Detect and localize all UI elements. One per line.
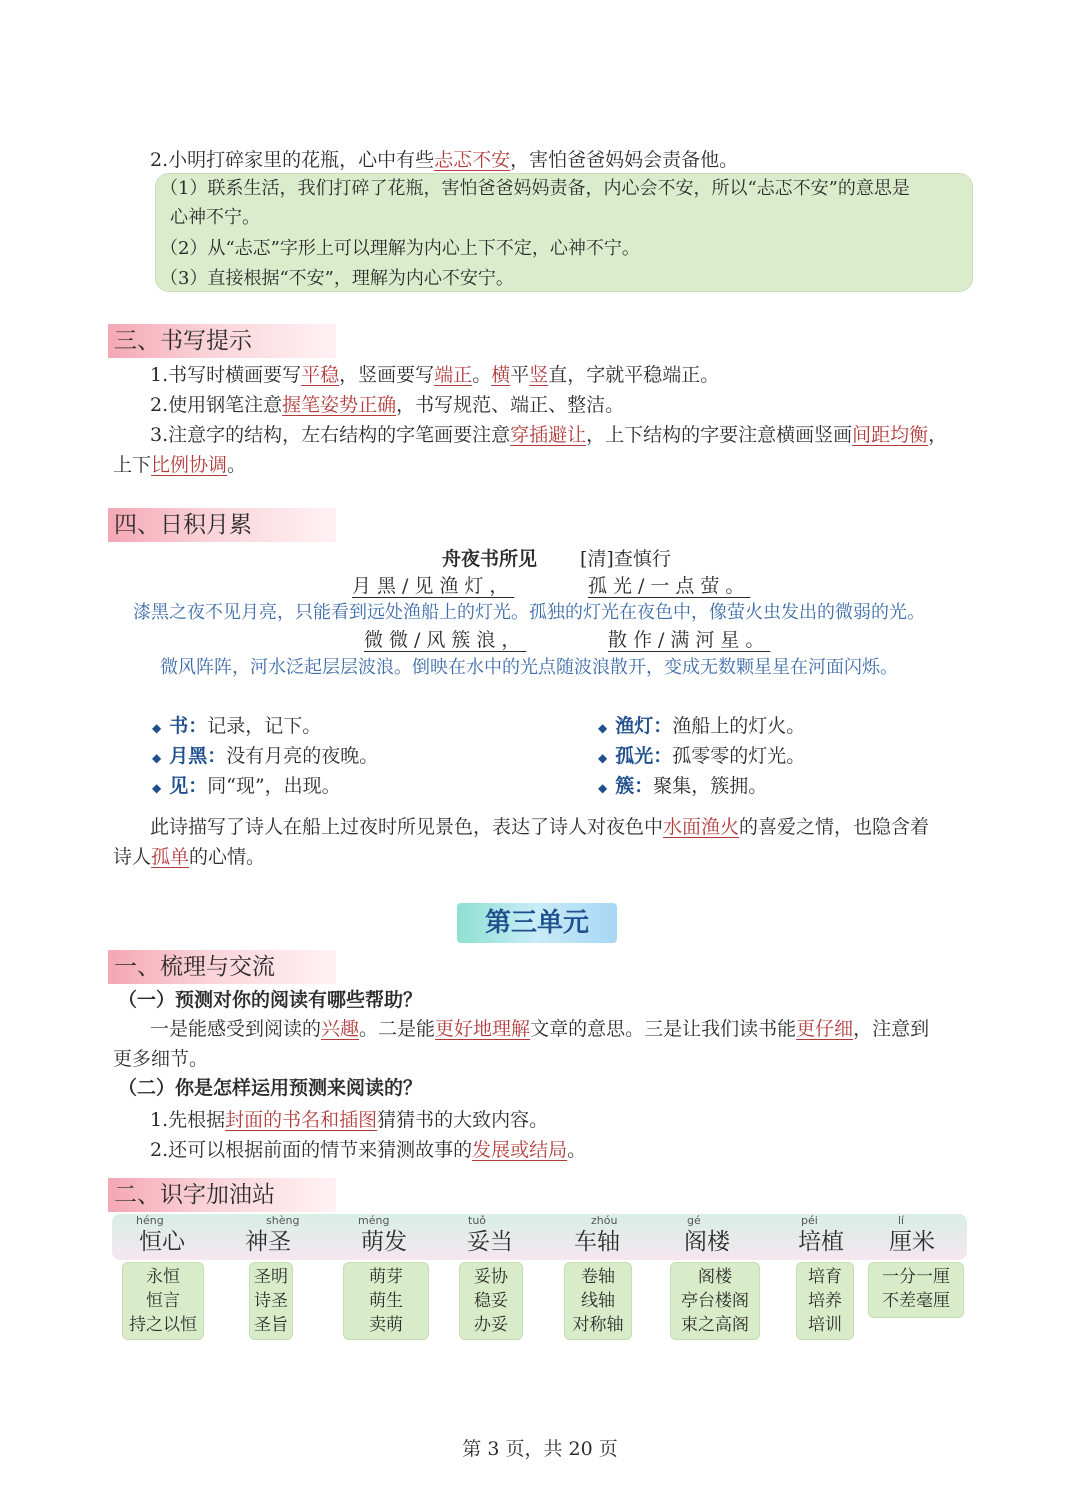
word-chip: tuǒ 妥当 <box>467 1214 513 1255</box>
related-words: 妥协 稳妥 办妥 <box>459 1262 523 1340</box>
word-chip: shèng 神圣 <box>245 1214 300 1255</box>
unit-title: 第三单元 <box>457 903 617 943</box>
poem-line-2a: 微微/风簇浪， <box>364 629 527 651</box>
answer-1-cont: 更多细节。 <box>113 1048 209 1070</box>
answer-2-1: 1.先根据封面的书名和插图猜猜书的大致内容。 <box>150 1109 549 1131</box>
gloss-item: ◆ 渔灯：渔船上的灯火。 <box>598 715 806 737</box>
note-1: （1）联系生活，我们打碎了花瓶，害怕爸爸妈妈责备，内心会不安，所以“忐忑不安”的意思是 <box>160 178 910 199</box>
diamond-bullet-icon: ◆ <box>152 751 162 765</box>
word-chip: héng 恒心 <box>136 1214 185 1255</box>
writing-tip-3-cont: 上下比例协调。 <box>113 454 247 476</box>
note-1-cont: 心神不宁。 <box>170 207 260 228</box>
poem-line-1a: 月黑/见渔灯， <box>352 575 515 597</box>
related-words: 永恒 恒言 持之以恒 <box>122 1262 204 1340</box>
writing-tip-2: 2.使用钢笔注意握笔姿势正确，书写规范、端正、整洁。 <box>150 394 625 416</box>
related-words: 培育 培养 培训 <box>796 1262 854 1340</box>
writing-tip-1: 1.书写时横画要写平稳，竖画要写端正。横平竖直，字就平稳端正。 <box>150 364 720 386</box>
item-2: 2.小明打碎家里的花瓶，心中有些忐忑不安，害怕爸爸妈妈会责备他。 <box>150 149 739 171</box>
word-chip: méng 萌发 <box>358 1214 407 1255</box>
poem-title: 舟夜书所见 <box>442 548 538 570</box>
diamond-bullet-icon: ◆ <box>598 721 608 735</box>
poem-line-2b: 散作/满河星。 <box>608 629 771 651</box>
diamond-bullet-icon: ◆ <box>598 781 608 795</box>
diamond-bullet-icon: ◆ <box>598 751 608 765</box>
page-footer: 第 3 页，共 20 页 <box>462 1438 618 1460</box>
section-literacy-title: 二、识字加油站 <box>108 1178 336 1212</box>
poem-summary-cont: 诗人孤单的心情。 <box>113 846 266 868</box>
word-chip: zhóu 车轴 <box>574 1214 620 1255</box>
section-writing-tips-title: 三、书写提示 <box>108 324 336 358</box>
word-chip: gé 阁楼 <box>684 1214 730 1255</box>
poem-author: [清]查慎行 <box>580 548 671 570</box>
gloss-item: ◆ 书：记录，记下。 <box>152 715 322 737</box>
related-words: 卷轴 线轴 对称轴 <box>564 1262 632 1340</box>
question-1: （一）预测对你的阅读有哪些帮助？ <box>118 989 423 1011</box>
diamond-bullet-icon: ◆ <box>152 781 162 795</box>
translation-2: 微风阵阵，河水泛起层层波浪。倒映在水中的光点随波浪散开，变成无数颗星星在河面闪烁。 <box>160 657 898 678</box>
gloss-item: ◆ 孤光：孤零零的灯光。 <box>598 745 806 767</box>
writing-tip-3: 3.注意字的结构，左右结构的字笔画要注意穿插避让，上下结构的字要注意横画竖画间距均衡， <box>150 424 948 446</box>
diamond-bullet-icon: ◆ <box>152 721 162 735</box>
answer-2-2: 2.还可以根据前面的情节来猜测故事的发展或结局。 <box>150 1139 587 1161</box>
translation-1: 漆黑之夜不见月亮，只能看到远处渔船上的灯光。孤独的灯光在夜色中，像萤火虫发出的微弱的光。 <box>133 602 925 623</box>
section-accumulation-title: 四、日积月累 <box>108 508 336 542</box>
note-2: （2）从“忐忑”字形上可以理解为内心上下不定，心神不宁。 <box>160 238 640 259</box>
gloss-item: ◆ 簇：聚集，簇拥。 <box>598 775 768 797</box>
poem-line-1b: 孤光/一点萤。 <box>588 575 751 597</box>
related-words: 萌芽 萌生 卖萌 <box>343 1262 429 1340</box>
note-3: （3）直接根据“不安”，理解为内心不安宁。 <box>160 268 514 289</box>
word-chip: lí 厘米 <box>889 1214 935 1255</box>
related-words: 一分一厘 不差毫厘 <box>868 1262 964 1318</box>
gloss-item: ◆ 见：同“现”，出现。 <box>152 775 341 797</box>
related-words: 阁楼 亭台楼阁 束之高阁 <box>670 1262 760 1340</box>
answer-1: 一是能感受到阅读的兴趣。二是能更好地理解文章的意思。三是让我们读书能更仔细，注意到 <box>150 1018 930 1040</box>
section-review-title: 一、梳理与交流 <box>108 950 336 984</box>
related-words: 圣明 诗圣 圣旨 <box>249 1262 293 1340</box>
gloss-item: ◆ 月黑：没有月亮的夜晚。 <box>152 745 379 767</box>
question-2: （二）你是怎样运用预测来阅读的？ <box>118 1077 423 1099</box>
poem-summary: 此诗描写了诗人在船上过夜时所见景色，表达了诗人对夜色中水面渔火的喜爱之情，也隐含着 <box>150 816 930 838</box>
word-chip: péi 培植 <box>798 1214 844 1255</box>
